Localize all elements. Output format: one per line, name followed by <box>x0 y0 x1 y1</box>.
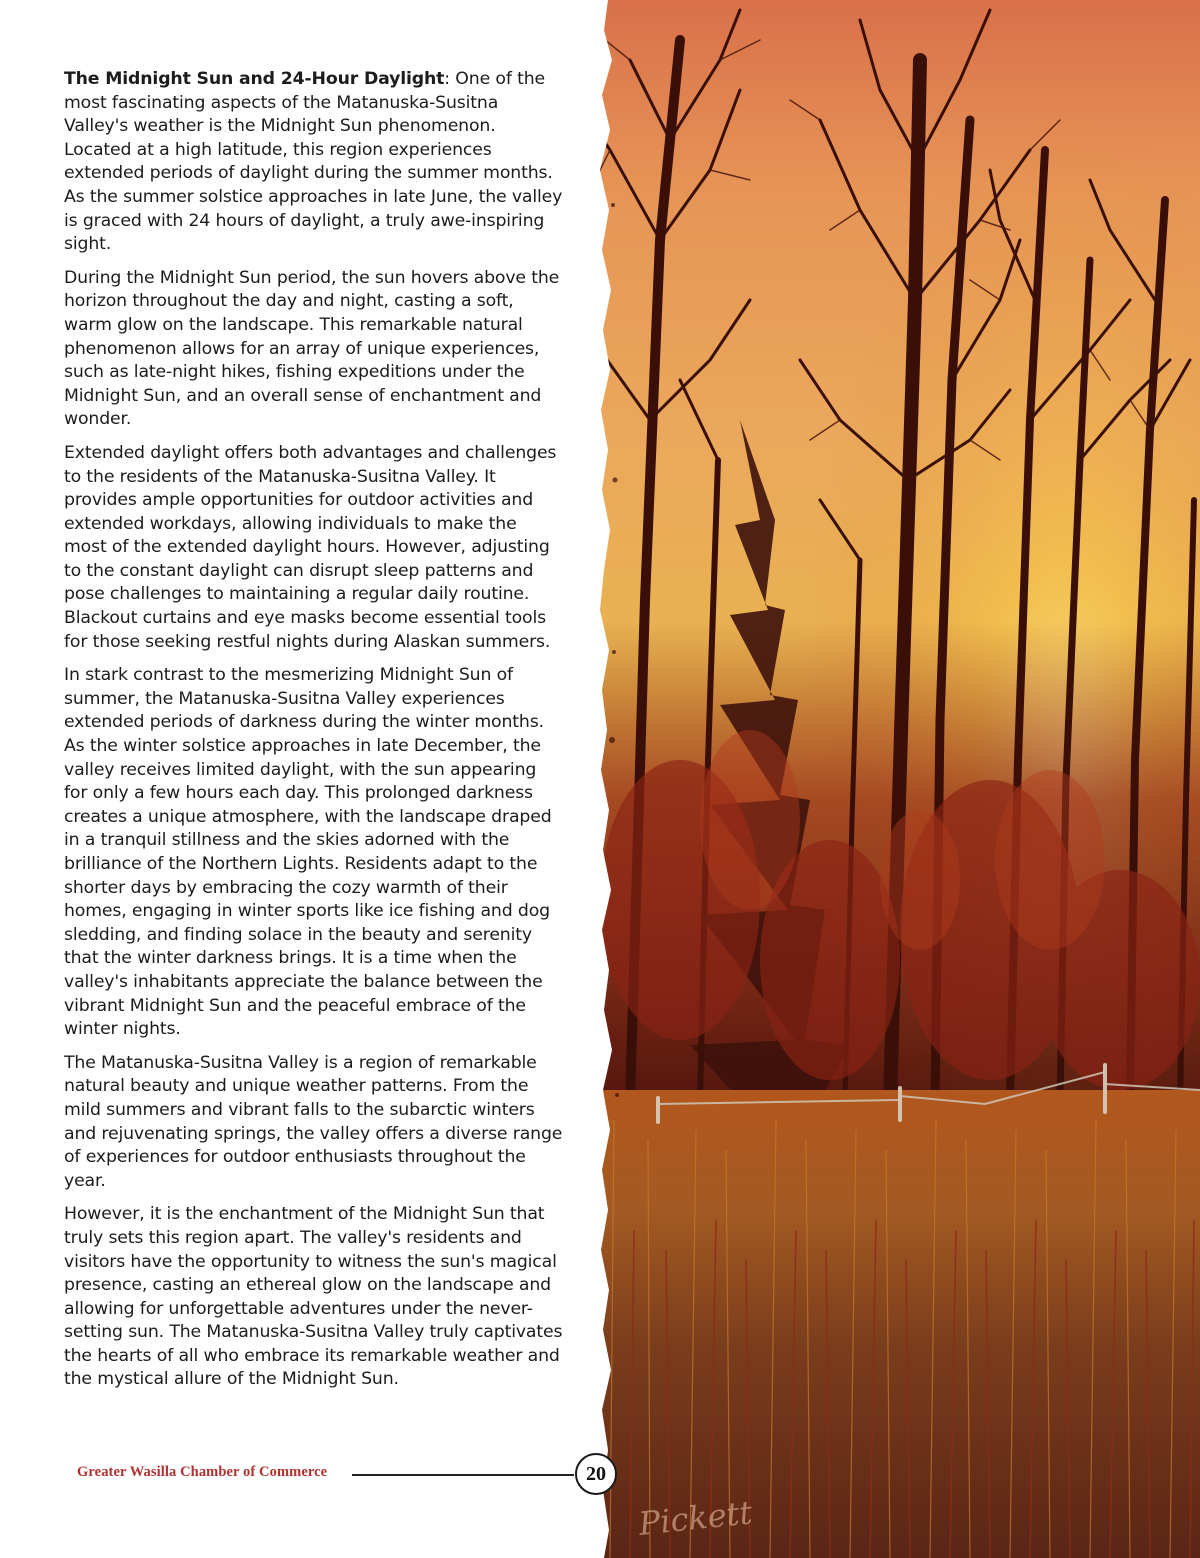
photographer-signature: Pickett <box>636 1493 754 1543</box>
autumn-forest-sunset-photo <box>590 0 1200 1558</box>
paragraph-midnight-sun-body: : One of the most fascinating aspects of the Matanuska-Susitna Valley's weather is the Midnight Sun phenomenon. Located at a high latitude, this region experiences extended periods of daylight during the summer months. As the summer solstice approaches in late June, the valley is graced with 24 hours of daylight, a truly awe-inspiring sight. <box>64 69 563 255</box>
page-footer <box>0 1452 640 1496</box>
paragraph-winter-darkness: In stark contrast to the mesmerizing Midnight Sun of summer, the Matanuska-Susitna Valley experiences extended periods of darkness during the winter months. As the winter solstice approaches in late December, the valley receives limited daylight, with the sun appearing for only a few hours each day. This prolonged darkness creates a unique atmosphere, with the landscape draped in a tranquil stillness and the skies adorned with the brilliance of the Northern Lights. Residents adapt to the shorter days by embracing the cozy warmth of their homes, engaging in winter sports like ice fishing and dog sledding, and finding solace in the beauty and serenity that the winter darkness brings. It is a time when the valley's inhabitants appreciate the balance between the vibrant Midnight Sun and the peaceful embrace of the winter nights. <box>64 665 552 1040</box>
footer-divider <box>352 1474 574 1476</box>
paragraph-midnight-sun <box>64 68 564 257</box>
article-text <box>64 68 564 1402</box>
paragraph-region-summary: The Matanuska-Susitna Valley is a region of remarkable natural beauty and unique weather patterns. From the mild summers and vibrant falls to the subarctic winters and rejuvenating springs, the valley offers a diverse range of experiences for outdoor enthusiasts throughout the year. <box>64 1052 563 1191</box>
page-number-badge: 20 <box>575 1453 617 1495</box>
paragraph-sun-hovers: During the Midnight Sun period, the sun hovers above the horizon throughout the day and night, casting a soft, warm glow on the landscape. This remarkable natural phenomenon allows for an array of unique experiences, such as late-night hikes, fishing expeditions under the Midnight Sun, and an overall sense of enchantment and wonder. <box>64 267 560 430</box>
paragraph-extended-daylight: Extended daylight offers both advantages and challenges to the residents of the Matanuska-Susitna Valley. It provides ample opportunities for outdoor activities and extended workdays, allowing individuals to make the most of the extended daylight hours. However, adjusting to the constant daylight can disrupt sleep patterns and pose challenges to maintaining a regular daily routine. Blackout curtains and eye masks become essential tools for those seeking restful nights during Alaskan summers. <box>64 442 557 652</box>
footer-organization: Greater Wasilla Chamber of Commerce <box>77 1464 328 1480</box>
paragraph-conclusion: However, it is the enchantment of the Midnight Sun that truly sets this region apart. The valley's residents and visitors have the opportunity to witness the sun's magical presence, casting an ethereal glow on the landscape and allowing for unforgettable adventures under the never-setting sun. The Matanuska-Susitna Valley truly captivates the hearts of all who embrace its remarkable weather and the mystical allure of the Midnight Sun. <box>64 1204 563 1390</box>
section-heading: The Midnight Sun and 24-Hour Daylight <box>64 69 445 89</box>
